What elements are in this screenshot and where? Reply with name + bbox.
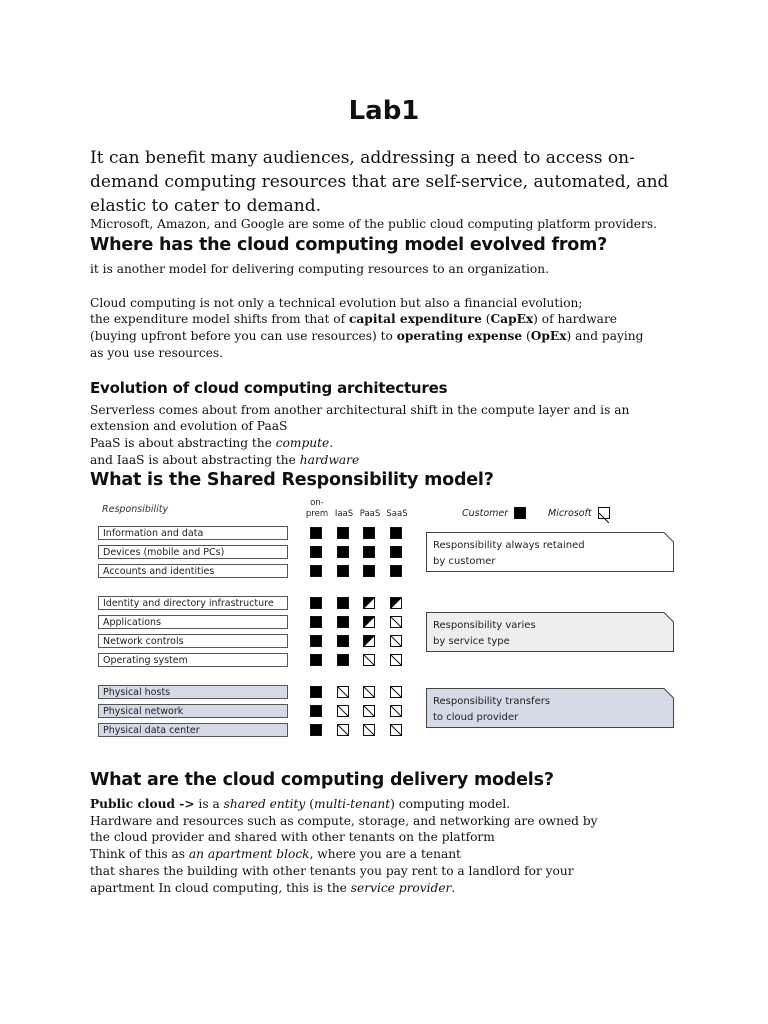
text-line [90,880,455,897]
text-italic: service provider [350,881,452,895]
text-bold: CapEx [490,312,534,326]
cell-customer [363,527,375,539]
cell-customer [363,565,375,577]
cell-customer [310,565,322,577]
page-title: Lab1 [348,96,420,126]
section-heading-architectures: Evolution of cloud computing architectures [90,379,448,397]
cell-customer [363,546,375,558]
cell-customer [310,597,322,609]
text-run: ( [305,797,314,811]
cell-microsoft [390,724,402,736]
column-header-iaas: IaaS [334,509,354,519]
text-run: . [451,881,456,895]
shared-responsibility-diagram [96,498,676,748]
cell-microsoft [363,654,375,666]
cell-customer [390,565,402,577]
cell-shared [363,597,375,609]
callout-transfers [426,688,674,728]
cell-shared [363,616,375,628]
cell-microsoft [390,616,402,628]
text-italic: an apartment block [188,847,310,861]
text-run: the expenditure model shifts from that of [90,312,349,326]
cell-microsoft [363,705,375,717]
text-bold: OpEx [530,329,567,343]
legend-microsoft-swatch [598,507,610,519]
cell-customer [310,724,322,736]
section-heading-shared-responsibility: What is the Shared Responsibility model? [90,470,494,490]
text-run: , where you are a tenant [309,847,461,861]
text-line: Cloud computing is not only a technical evolution but also a financial evolution; [90,296,583,310]
text-run: Think of this as [90,847,189,861]
cell-customer [337,527,349,539]
row-label: Physical data center [98,723,288,737]
cell-customer [310,686,322,698]
cell-microsoft [337,724,349,736]
cell-shared [363,635,375,647]
callout-line: Responsibility transfers [433,696,551,707]
callout-text [433,694,550,726]
cell-customer [337,597,349,609]
text-italic: hardware [299,453,360,467]
row-label: Information and data [98,526,288,540]
cell-customer [337,654,349,666]
row-label: Physical hosts [98,685,288,699]
row-label: Network controls [98,634,288,648]
cell-customer [337,635,349,647]
text-run: ) of hardware [533,312,617,326]
text-run: (buying upfront before you can use resources) to [90,329,397,343]
text-run: ) computing model. [390,797,511,811]
callout-text [433,618,536,650]
cell-microsoft [363,686,375,698]
column-header-on-prem [304,498,330,520]
text-line: Hardware and resources such as compute, storage, and networking are owned by [90,814,598,828]
section-heading-delivery-models: What are the cloud computing delivery models? [90,770,554,790]
text-line: as you use resources. [90,346,224,360]
legend-customer-label: Customer [462,508,509,519]
text-italic: multi-tenant [313,797,391,811]
legend-customer-swatch [514,507,526,519]
text-run: and IaaS is about abstracting the [90,453,300,467]
column-header-paas: PaaS [359,509,381,519]
text-italic: shared entity [223,797,306,811]
cell-customer [337,565,349,577]
row-label: Physical network [98,704,288,718]
text-line [90,311,617,328]
cell-microsoft [390,654,402,666]
text-run: . [329,436,334,450]
text-line: Serverless comes about from another architectural shift in the compute layer and is an [90,403,630,417]
text-line [90,846,461,863]
cell-customer [310,527,322,539]
text-bold: Public cloud -> [90,797,195,811]
text-italic: compute [275,436,330,450]
responsibility-column-label: Responsibility [102,504,169,515]
text-run: ( [522,329,531,343]
row-label: Identity and directory infrastructure [98,596,288,610]
providers-line: Microsoft, Amazon, and Google are some of the public cloud computing platform providers. [90,217,657,231]
text-line: the cloud provider and shared with other tenants on the platform [90,830,495,844]
cell-microsoft [390,705,402,717]
callout-varies [426,612,674,652]
callout-line: Responsibility varies [433,620,536,631]
text-line [90,435,333,452]
callout-retained [426,532,674,572]
cell-customer [310,654,322,666]
text-run: is a [194,797,224,811]
row-label: Applications [98,615,288,629]
text-line: it is another model for delivering computing resources to an organization. [90,262,549,276]
section-heading-evolved: Where has the cloud computing model evolved from? [90,235,608,255]
callout-line: by customer [433,556,496,567]
cell-microsoft [337,705,349,717]
cell-customer [390,527,402,539]
row-label: Devices (mobile and PCs) [98,545,288,559]
text-run: ) and paying [566,329,644,343]
cell-microsoft [337,686,349,698]
row-label: Operating system [98,653,288,667]
cell-microsoft [390,686,402,698]
legend-microsoft-label: Microsoft [548,508,592,519]
cell-customer [310,705,322,717]
column-header-line: prem [305,509,329,519]
cell-shared [390,597,402,609]
text-line: extension and evolution of PaaS [90,419,288,433]
column-header-saas: SaaS [386,509,408,519]
text-line [90,328,643,345]
callout-text [433,538,585,570]
cell-customer [390,546,402,558]
text-bold: operating expense [396,329,523,343]
column-header-line: on- [310,498,324,508]
text-run: ( [481,312,491,326]
row-label: Accounts and identities [98,564,288,578]
cell-customer [310,546,322,558]
cell-customer [310,616,322,628]
text-line [90,452,359,469]
cell-customer [310,635,322,647]
text-run: apartment In cloud computing, this is the [90,881,351,895]
text-run: PaaS is about abstracting the [90,436,276,450]
callout-line: Responsibility always retained [433,540,585,551]
callout-line: by service type [433,636,510,647]
cell-customer [337,546,349,558]
text-line: that shares the building with other tenants you pay rent to a landlord for your [90,864,574,878]
callout-line: to cloud provider [433,712,519,723]
cell-customer [337,616,349,628]
text-bold: capital expenditure [348,312,482,326]
cell-microsoft [390,635,402,647]
text-line [90,796,510,813]
intro-paragraph: It can benefit many audiences, addressing a need to access on-demand computing resources that are self-service, automated, and elastic to cater to demand. [90,148,669,216]
cell-microsoft [363,724,375,736]
